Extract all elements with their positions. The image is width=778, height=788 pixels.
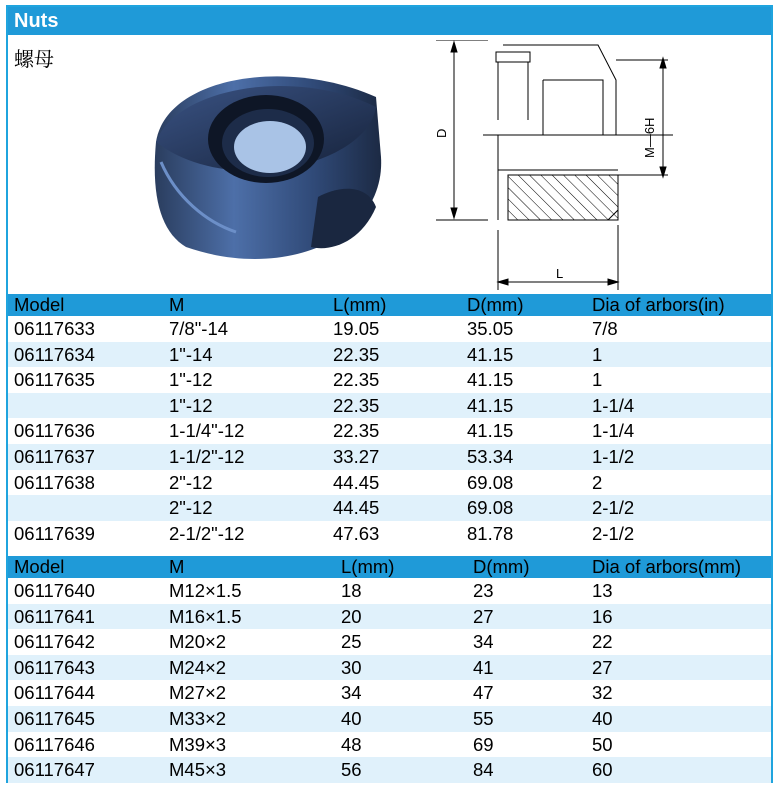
header-dia: Dia of arbors(in): [592, 294, 725, 315]
table-header: [8, 556, 771, 578]
cell-l: 33.27: [333, 445, 380, 467]
cell-model: 06117643: [14, 656, 95, 678]
cell-model: 06117642: [14, 631, 95, 653]
cell-m: M20×2: [169, 631, 227, 653]
cell-m: M16×1.5: [169, 605, 242, 627]
table-row: [8, 342, 771, 368]
cell-m: M12×1.5: [169, 580, 242, 601]
table-separator: [8, 548, 771, 556]
cell-model: 06117644: [14, 682, 95, 704]
cell-dia: 16: [592, 605, 613, 627]
cell-l: 30: [341, 656, 362, 678]
table-row: [8, 757, 771, 783]
cell-dia: 40: [592, 707, 613, 729]
inch-nuts-table: [8, 294, 771, 546]
cell-m: M24×2: [169, 656, 227, 678]
label-m: M—6H: [642, 117, 657, 158]
header-d: D(mm): [473, 556, 530, 577]
table-row: [8, 418, 771, 444]
page-title: Nuts: [8, 7, 771, 35]
table-row: [8, 316, 771, 342]
cell-d: 35.05: [467, 318, 514, 339]
cell-dia: 27: [592, 656, 613, 678]
table-row: [8, 495, 771, 521]
cell-dia: 2-1/2: [592, 497, 635, 519]
cell-l: 48: [341, 733, 362, 755]
cell-l: 40: [341, 707, 362, 729]
label-d: D: [434, 128, 449, 138]
cell-d: 41.15: [467, 420, 514, 442]
cell-model: 06117641: [14, 605, 95, 627]
dimension-drawing: [428, 40, 678, 292]
cell-model: 06117647: [14, 759, 95, 781]
cell-dia: 32: [592, 682, 613, 704]
cell-m: 1"-14: [169, 343, 213, 365]
cell-dia: 13: [592, 580, 613, 601]
cell-dia: 1-1/2: [592, 445, 635, 467]
product-panel: [6, 5, 773, 783]
cell-m: 1-1/4"-12: [169, 420, 245, 442]
table-row: [8, 604, 771, 630]
header-m: M: [169, 556, 185, 577]
cell-model: 06117633: [14, 318, 95, 339]
cell-d: 55: [473, 707, 494, 729]
table-row: [8, 680, 771, 706]
cell-model: 06117635: [14, 369, 95, 391]
cell-l: 47.63: [333, 522, 380, 544]
cell-dia: 7/8: [592, 318, 618, 339]
cell-d: 41: [473, 656, 494, 678]
cell-l: 34: [341, 682, 362, 704]
cell-dia: 22: [592, 631, 613, 653]
header-l: L(mm): [333, 294, 387, 315]
cell-model: 06117638: [14, 471, 95, 493]
cell-dia: 2: [592, 471, 603, 493]
label-l: L: [556, 266, 564, 281]
cell-model: 06117640: [14, 580, 95, 601]
cell-dia: 1-1/4: [592, 420, 635, 442]
table-row: [8, 706, 771, 732]
table-row: [8, 470, 771, 496]
cell-m: M27×2: [169, 682, 227, 704]
cell-d: 34: [473, 631, 494, 653]
cell-l: 22.35: [333, 369, 380, 391]
header-dia: Dia of arbors(mm): [592, 556, 742, 577]
cell-l: 25: [341, 631, 362, 653]
header-model: Model: [14, 556, 65, 577]
table-row: [8, 629, 771, 655]
cell-m: M45×3: [169, 759, 227, 781]
cell-dia: 60: [592, 759, 613, 781]
table-row: [8, 444, 771, 470]
metric-nuts-table: [8, 556, 771, 783]
cell-model: 06117646: [14, 733, 95, 755]
cell-dia: 1: [592, 369, 603, 391]
cell-dia: 1-1/4: [592, 394, 635, 416]
cell-d: 53.34: [467, 445, 514, 467]
cell-m: 1-1/2"-12: [169, 445, 245, 467]
cell-l: 18: [341, 580, 362, 601]
cell-l: 22.35: [333, 394, 380, 416]
cell-l: 19.05: [333, 318, 380, 339]
cell-l: 20: [341, 605, 362, 627]
cell-l: 44.45: [333, 471, 380, 493]
cell-l: 56: [341, 759, 362, 781]
nut-photo: [136, 47, 394, 285]
header-model: Model: [14, 294, 65, 315]
cell-model: 06117637: [14, 445, 95, 467]
cell-m: 7/8"-14: [169, 318, 229, 339]
table-row: [8, 521, 771, 547]
cell-m: 2"-12: [169, 471, 213, 493]
cell-l: 22.35: [333, 343, 380, 365]
header-m: M: [169, 294, 185, 315]
table-row: [8, 367, 771, 393]
cell-model: 06117636: [14, 420, 95, 442]
table-row: [8, 578, 771, 604]
cell-model: 06117645: [14, 707, 95, 729]
chinese-subtitle: 螺母: [14, 47, 54, 71]
cell-model: 06117639: [14, 522, 95, 544]
table-header: [8, 294, 771, 316]
cell-d: 41.15: [467, 343, 514, 365]
cell-m: M39×3: [169, 733, 227, 755]
table-row: [8, 732, 771, 758]
cell-dia: 1: [592, 343, 603, 365]
cell-d: 41.15: [467, 369, 514, 391]
cell-d: 41.15: [467, 394, 514, 416]
header-l: L(mm): [341, 556, 395, 577]
cell-d: 69.08: [467, 497, 514, 519]
cell-d: 47: [473, 682, 494, 704]
cell-d: 84: [473, 759, 494, 781]
cell-model: 06117634: [14, 343, 95, 365]
header-d: D(mm): [467, 294, 524, 315]
cell-l: 22.35: [333, 420, 380, 442]
cell-m: 1"-12: [169, 394, 213, 416]
cell-m: 1"-12: [169, 369, 213, 391]
cell-d: 69: [473, 733, 494, 755]
table-row: [8, 393, 771, 419]
cell-l: 44.45: [333, 497, 380, 519]
table-row: [8, 655, 771, 681]
cell-m: M33×2: [169, 707, 227, 729]
cell-m: 2-1/2"-12: [169, 522, 245, 544]
cell-d: 23: [473, 580, 494, 601]
cell-m: 2"-12: [169, 497, 213, 519]
cell-dia: 2-1/2: [592, 522, 635, 544]
cell-d: 69.08: [467, 471, 514, 493]
cell-dia: 50: [592, 733, 613, 755]
cell-d: 27: [473, 605, 494, 627]
cell-d: 81.78: [467, 522, 514, 544]
